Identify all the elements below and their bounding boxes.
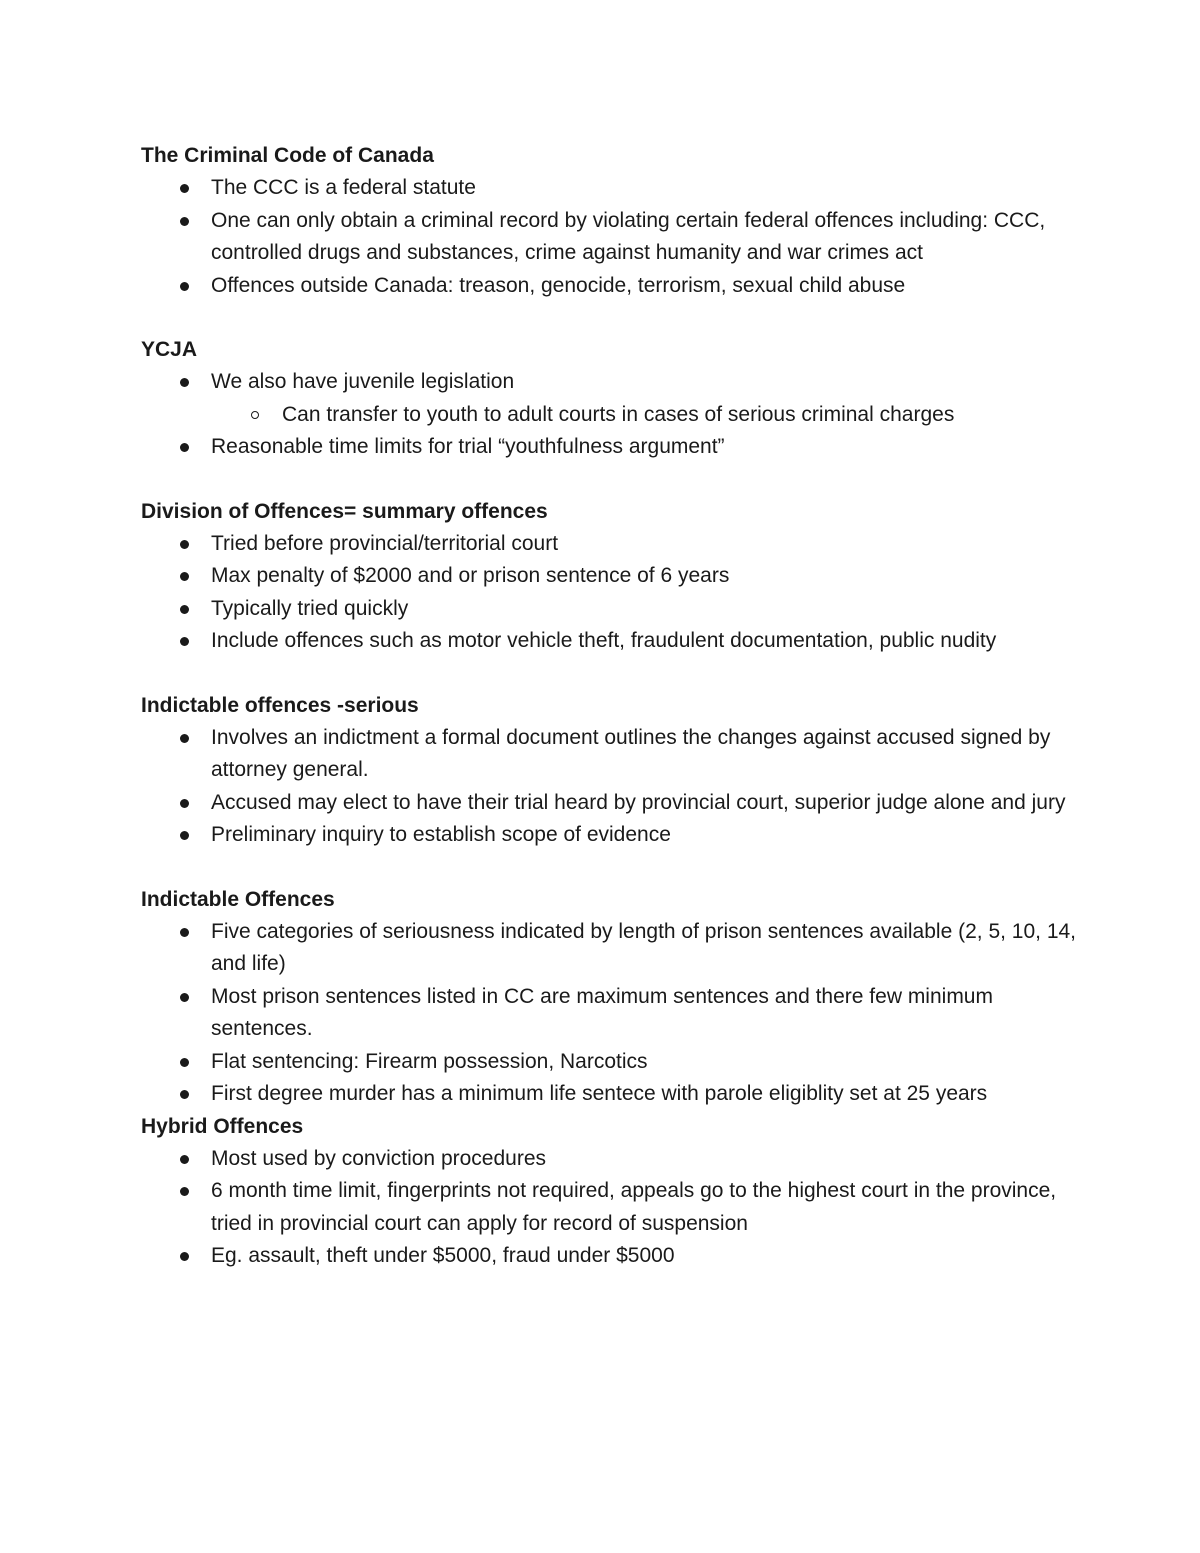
bullet-icon	[180, 443, 189, 452]
list-item: Involves an indictment a formal document outlines the changes against accused signed by attorney general.	[141, 722, 1081, 787]
bullet-icon	[180, 540, 189, 549]
list-item: The CCC is a federal statute	[141, 172, 1081, 205]
bullet-list-summary-offences	[141, 528, 1081, 658]
sub-list-item: Can transfer to youth to adult courts in cases of serious criminal charges	[141, 399, 1081, 432]
bullet-icon	[180, 217, 189, 226]
list-item: We also have juvenile legislation Can transfer to youth to adult courts in cases of serious criminal charges	[141, 366, 1081, 431]
bullet-icon	[180, 184, 189, 193]
list-item: Preliminary inquiry to establish scope of evidence	[141, 819, 1081, 852]
list-item: Tried before provincial/territorial court	[141, 528, 1081, 561]
list-item: Max penalty of $2000 and or prison sentence of 6 years	[141, 560, 1081, 593]
section-heading-summary-offences: Division of Offences= summary offences	[141, 499, 548, 523]
bullet-icon	[180, 572, 189, 581]
bullet-list-criminal-code	[141, 172, 1081, 302]
list-item: Most prison sentences listed in CC are maximum sentences and there few minimum sentences.	[141, 981, 1081, 1046]
list-item: 6 month time limit, fingerprints not required, appeals go to the highest court in the province, tried in provincial court can apply for record of suspension	[141, 1175, 1081, 1240]
list-item: Flat sentencing: Firearm possession, Narcotics	[141, 1046, 1081, 1079]
list-item: One can only obtain a criminal record by violating certain federal offences including: CCC, controlled drugs and substances, crime against humanity and war crimes act	[141, 205, 1081, 270]
bullet-icon	[180, 1090, 189, 1099]
list-item: Offences outside Canada: treason, genocide, terrorism, sexual child abuse	[141, 270, 1081, 303]
bullet-icon	[180, 831, 189, 840]
bullet-icon	[180, 605, 189, 614]
bullet-icon	[180, 282, 189, 291]
bullet-icon	[180, 637, 189, 646]
bullet-list-ycja	[141, 366, 1081, 464]
section-heading-ycja: YCJA	[141, 338, 198, 361]
bullet-icon	[180, 993, 189, 1002]
bullet-list-indictable-offences	[141, 916, 1081, 1111]
bullet-list-indictable-serious	[141, 722, 1081, 852]
list-item: Typically tried quickly	[141, 593, 1081, 626]
list-item: First degree murder has a minimum life sentece with parole eligiblity set at 25 years	[141, 1078, 1081, 1111]
section-spacer	[141, 658, 1081, 690]
bullet-icon	[180, 1187, 189, 1196]
list-item: Most used by conviction procedures	[141, 1143, 1081, 1176]
section-heading-indictable-serious: Indictable offences -serious	[141, 693, 419, 717]
list-item: Five categories of seriousness indicated by length of prison sentences available (2, 5, 10, 14, and life)	[141, 916, 1081, 981]
bullet-icon	[180, 734, 189, 743]
section-spacer	[141, 302, 1081, 334]
section-spacer	[141, 464, 1081, 496]
bullet-icon	[180, 799, 189, 808]
hollow-bullet-icon	[251, 411, 259, 419]
bullet-icon	[180, 1155, 189, 1164]
list-item: Reasonable time limits for trial “youthfulness argument”	[141, 431, 1081, 464]
section-heading-indictable-offences: Indictable Offences	[141, 887, 335, 911]
bullet-icon	[180, 1058, 189, 1067]
list-item: Include offences such as motor vehicle theft, fraudulent documentation, public nudity	[141, 625, 1081, 658]
section-spacer	[141, 852, 1081, 884]
list-item: Eg. assault, theft under $5000, fraud under $5000	[141, 1240, 1081, 1273]
bullet-list-hybrid-offences	[141, 1143, 1081, 1273]
section-heading-hybrid-offences: Hybrid Offences	[141, 1114, 304, 1138]
document-body	[141, 140, 1081, 1273]
section-heading-criminal-code: The Criminal Code of Canada	[141, 144, 434, 167]
list-item: Accused may elect to have their trial heard by provincial court, superior judge alone and jury	[141, 787, 1081, 820]
sub-bullet-list	[211, 399, 1081, 432]
bullet-icon	[180, 928, 189, 937]
bullet-icon	[180, 1252, 189, 1261]
bullet-icon	[180, 378, 189, 387]
